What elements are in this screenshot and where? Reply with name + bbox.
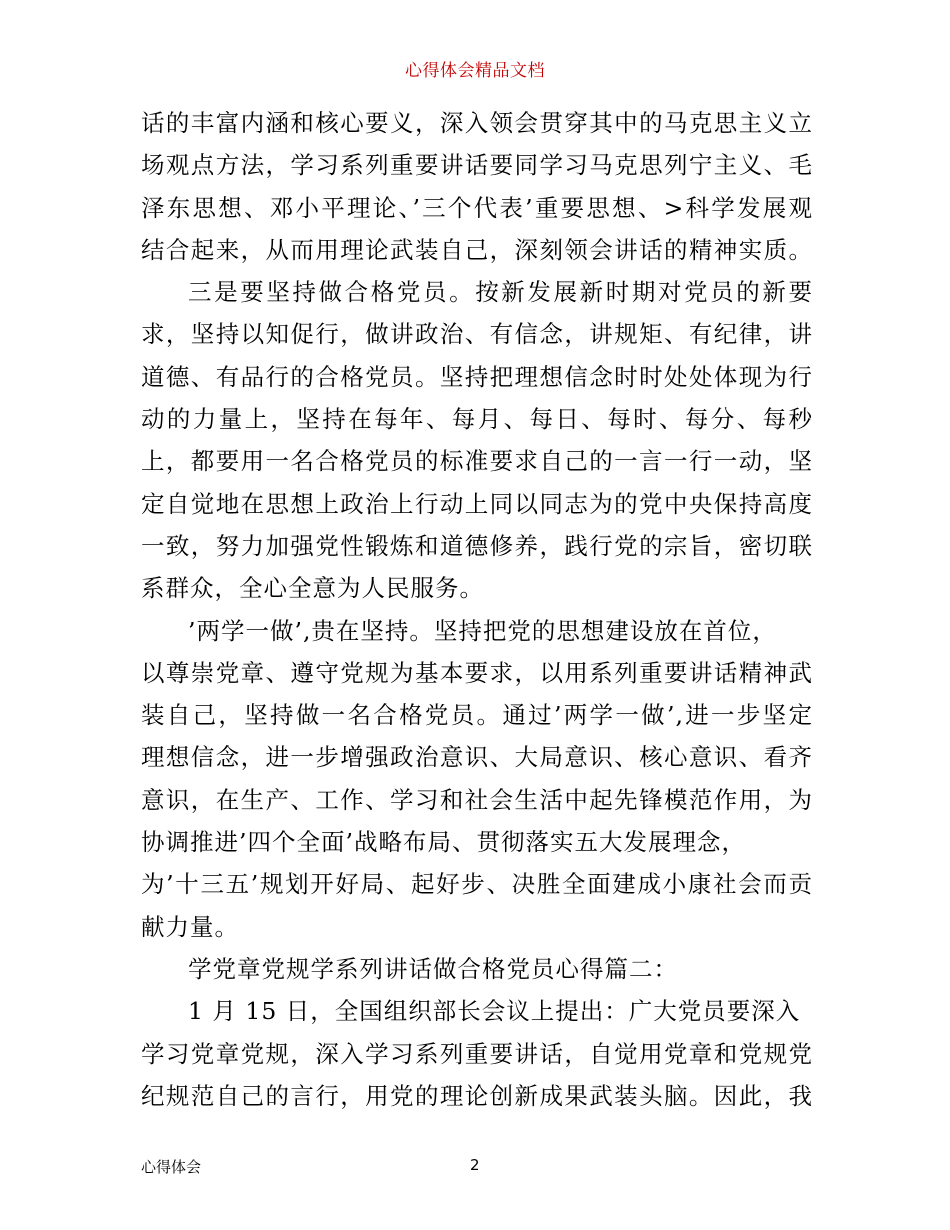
text-line: 三是要坚持做合格党员。按新发展新时期对党员的新要: [188, 278, 813, 307]
text-line: 学习党章党规，深入学习系列重要讲话，自觉用党章和党规党: [141, 1039, 813, 1068]
text-line: 意识，在生产、工作、学习和社会生活中起先锋模范作用，为: [141, 785, 813, 814]
text-line: 动的力量上，坚持在每年、每月、每日、每时、每分、每秒: [141, 405, 813, 434]
text-line: 上，都要用一名合格党员的标准要求自己的一言一行一动，坚: [141, 447, 813, 476]
text-line: 系群众，全心全意为人民服务。: [141, 574, 484, 603]
text-line: 结合起来，从而用理论武装自己，深刻领会讲话的精神实质。: [141, 235, 813, 264]
text-line: 理想信念，进一步增强政治意识、大局意识、核心意识、看齐: [141, 743, 813, 772]
page-number: 2: [470, 1156, 480, 1174]
text-line: 以尊崇党章、遵守党规为基本要求，以用系列重要讲话精神武: [141, 658, 813, 687]
document-body: [141, 102, 813, 1117]
text-line: 为’十三五’规划开好局、起好步、决胜全面建成小康社会而贡: [141, 870, 813, 899]
text-line: 道德、有品行的合格党员。坚持把理想信念时时处处体现为行: [141, 362, 813, 391]
text-line: 协调推进’四个全面’战略布局、贯彻落实五大发展理念，: [141, 828, 746, 857]
text-line: 定自觉地在思想上政治上行动上同以同志为的党中央保持高度: [141, 489, 813, 518]
text-line: 1 月 15 日，全国组织部长会议上提出：广大党员要深入: [188, 997, 801, 1026]
text-line: 求，坚持以知促行，做讲政治、有信念，讲规矩、有纪律，讲: [141, 320, 813, 349]
text-line: 纪规范自己的言行，用党的理论创新成果武装头脑。因此，我: [141, 1081, 813, 1110]
text-line: 献力量。: [141, 912, 239, 941]
text-line: 话的丰富内涵和核心要义，深入领会贯穿其中的马克思主义立: [141, 109, 813, 137]
page-header-title: 心得体会精品文档: [405, 61, 545, 81]
text-line: 一致，努力加强党性锻炼和道德修养，践行党的宗旨，密切联: [141, 531, 813, 560]
text-line: 泽东思想、邓小平理论、’三个代表’重要思想、>科学发展观: [141, 193, 813, 222]
text-line: 场观点方法，学习系列重要讲话要同学习马克思列宁主义、毛: [141, 151, 813, 180]
footer-label: 心得体会: [141, 1158, 202, 1176]
text-line: 装自己，坚持做一名合格党员。通过’两学一做’,进一步坚定: [141, 701, 813, 730]
section-heading: 学党章党规学系列讲话做合格党员心得篇二：: [188, 954, 678, 983]
text-line: ’两学一做’,贵在坚持。坚持把党的思想建设放在首位，: [188, 616, 777, 645]
